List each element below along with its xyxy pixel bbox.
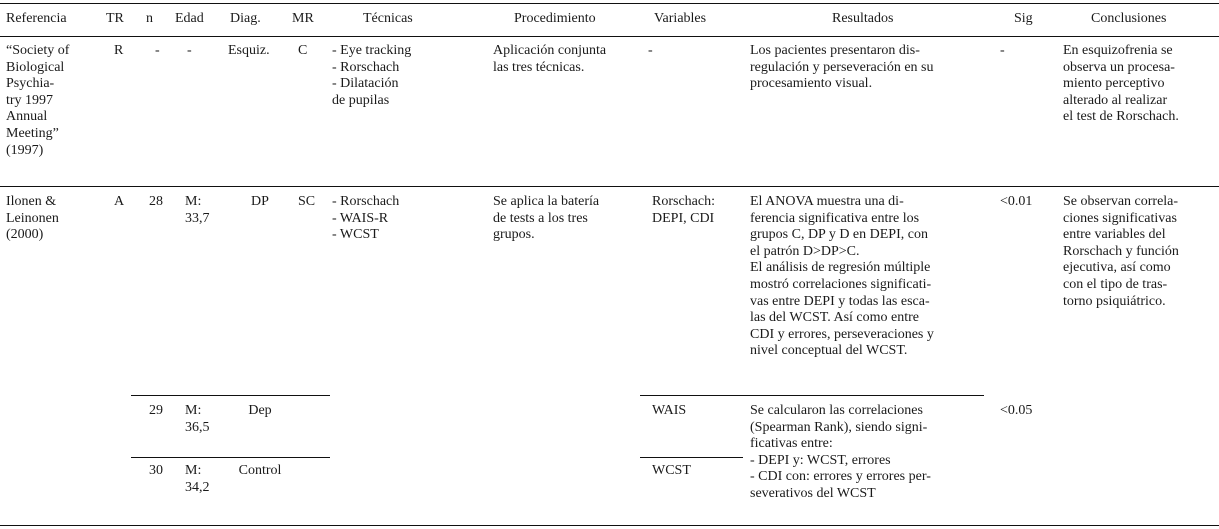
cell-tr: R — [114, 43, 124, 58]
cell-variables: Rorschach: DEPI, CDI — [652, 194, 715, 226]
variable-rule — [640, 457, 743, 458]
cell-resultados: Los pacientes presentaron dis- regulación y perseveración en su procesamiento visual. — [750, 43, 934, 92]
cell-edad: M: 34,2 — [185, 463, 210, 495]
cell-conclusiones: Se observan correla- ciones significativas entre variables del Rorschach y función ejecutiva, así como con el tipo de tras- torno psiquiátrico. — [1063, 194, 1179, 309]
cell-procedimiento: Se aplica la batería de tests a los tres grupos. — [493, 194, 600, 243]
cell-n: 30 — [149, 463, 163, 478]
cell-edad: M: 33,7 — [185, 194, 210, 226]
cell-resultados: El ANOVA muestra una di- ferencia significativa entre los grupos C, DP y D en DEPI, con el patrón D>DP>C. El análisis de regresión múltiple mostró correlaciones significati- vas entre DEPI y todas las esca- las del WCST. Así como entre CDI y errores, perseveraciones y nivel conceptual del WCST. — [750, 194, 934, 359]
cell-variables: - — [648, 43, 653, 58]
result-rule — [640, 395, 984, 396]
header-resultados: Resultados — [832, 11, 894, 26]
header-procedimiento: Procedimiento — [514, 11, 596, 26]
header-conclusiones: Conclusiones — [1091, 11, 1167, 26]
cell-edad: - — [187, 43, 192, 58]
header-edad: Edad — [175, 11, 204, 26]
cell-referencia: “Society of Biological Psychia- try 1997 Annual Meeting” (1997) — [6, 43, 70, 158]
cell-sig: <0.01 — [1000, 194, 1033, 209]
header-n: n — [146, 11, 153, 26]
cell-edad: M: 36,5 — [185, 403, 210, 435]
header-tecnicas: Técnicas — [363, 11, 413, 26]
header-variables: Variables — [654, 11, 707, 26]
cell-diag: Esquiz. — [228, 43, 270, 58]
header-referencia: Referencia — [6, 11, 67, 26]
cell-referencia: Ilonen & Leinonen (2000) — [6, 194, 59, 243]
cell-procedimiento: Aplicación conjunta las tres técnicas. — [493, 43, 607, 75]
cell-diag: Dep — [248, 403, 272, 418]
header-rule — [0, 36, 1219, 37]
cell-n: 29 — [149, 403, 163, 418]
cell-tecnicas: - Rorschach - WAIS-R - WCST — [332, 194, 400, 243]
cell-conclusiones: En esquizofrenia se observa un procesa- miento perceptivo alterado al realizar el test de Rorschach. — [1063, 43, 1179, 125]
cell-diag: DP — [251, 194, 269, 209]
group-rule — [131, 457, 330, 458]
cell-sig: - — [1000, 43, 1005, 58]
cell-variables: WAIS — [652, 403, 687, 418]
cell-resultados: Se calcularon las correlaciones (Spearman Rank), siendo signi- ficativas entre: - DEPI y: WCST, errores - CDI con: errores y errores per- severativos del WCST — [750, 403, 931, 501]
top-rule — [0, 3, 1219, 4]
header-sig: Sig — [1014, 11, 1033, 26]
group-rule — [131, 395, 330, 396]
cell-n: - — [155, 43, 160, 58]
cell-variables: WCST — [652, 463, 691, 478]
cell-mr: C — [298, 43, 308, 58]
bottom-rule — [0, 525, 1219, 526]
cell-tecnicas: - Eye tracking - Rorschach - Dilatación de pupilas — [332, 43, 412, 108]
cell-diag: Control — [238, 463, 282, 478]
header-mr: MR — [292, 11, 314, 26]
cell-n: 28 — [149, 194, 163, 209]
cell-sig: <0.05 — [1000, 403, 1033, 418]
header-diag: Diag. — [230, 11, 261, 26]
cell-mr: SC — [298, 194, 316, 209]
header-tr: TR — [106, 11, 124, 26]
row-rule — [0, 186, 1219, 187]
cell-tr: A — [114, 194, 125, 209]
